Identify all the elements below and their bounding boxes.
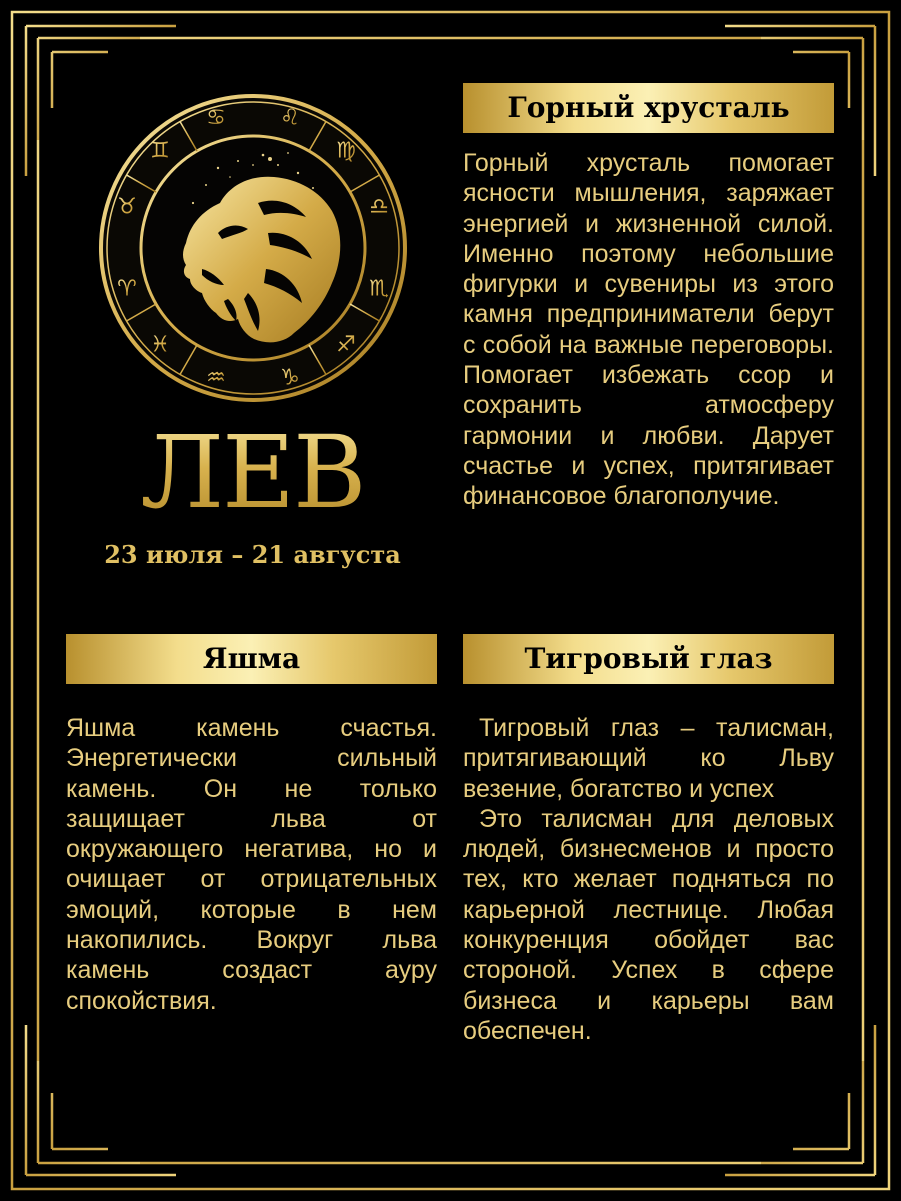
- paragraph: Яшма камень счастья. Энергетически сильный камень. Он не только защищает льва от окружающего негатива, но и очищает от отрицательных эмоций, которые в нем накопились. Вокруг льва камень создаст ауру спокойствия.: [66, 714, 437, 1015]
- svg-text:♈: ♈: [117, 276, 137, 302]
- svg-text:♋: ♋: [206, 105, 226, 131]
- paragraph: Это талисман для деловых людей, бизнесменов и просто тех, кто желает подняться по карьерной лестнице. Любая конкуренция обойдет вас стороной. Успех в сфере бизнеса и карьеры вам обеспечен.: [463, 804, 834, 1045]
- stone-title-jasper: Яшма: [66, 634, 437, 684]
- stone-description-tigers-eye: [463, 713, 834, 1046]
- svg-text:♓: ♓: [150, 332, 170, 358]
- svg-text:♊: ♊: [150, 138, 170, 164]
- paragraph: Тигровый глаз – талисман, притягивающий ко Льву везение, богатство и успех: [463, 714, 834, 803]
- stone-title-rock-crystal: Горный хрусталь: [463, 83, 834, 133]
- svg-text:♎: ♎: [369, 194, 389, 220]
- stone-title-tigers-eye: Тигровый глаз: [463, 634, 834, 684]
- svg-text:♌: ♌: [280, 105, 300, 131]
- sign-dates: 23 июля – 21 августа: [104, 540, 401, 569]
- stone-description-jasper: [66, 713, 437, 1016]
- svg-text:♍: ♍: [336, 138, 356, 164]
- stone-description-rock-crystal: [463, 148, 834, 512]
- sign-title: ЛЕВ: [60, 418, 445, 528]
- leo-zodiac-wheel-icon: [98, 93, 408, 403]
- svg-text:♒: ♒: [206, 365, 226, 391]
- svg-text:♑: ♑: [280, 365, 300, 391]
- svg-text:♏: ♏: [369, 276, 389, 302]
- svg-text:♉: ♉: [117, 194, 137, 220]
- svg-text:♐: ♐: [336, 332, 356, 358]
- paragraph: Горный хрусталь помогает ясности мышления, заряжает энергией и жизненной силой. Именно поэтому небольшие фигурки и сувениры из этого камня предприниматели берут с собой на важные переговоры. Помогает избежать ссор и сохранить атмосферу гармонии и любви. Дарует счастье и успех, притягивает финансовое благополучие.: [463, 149, 834, 511]
